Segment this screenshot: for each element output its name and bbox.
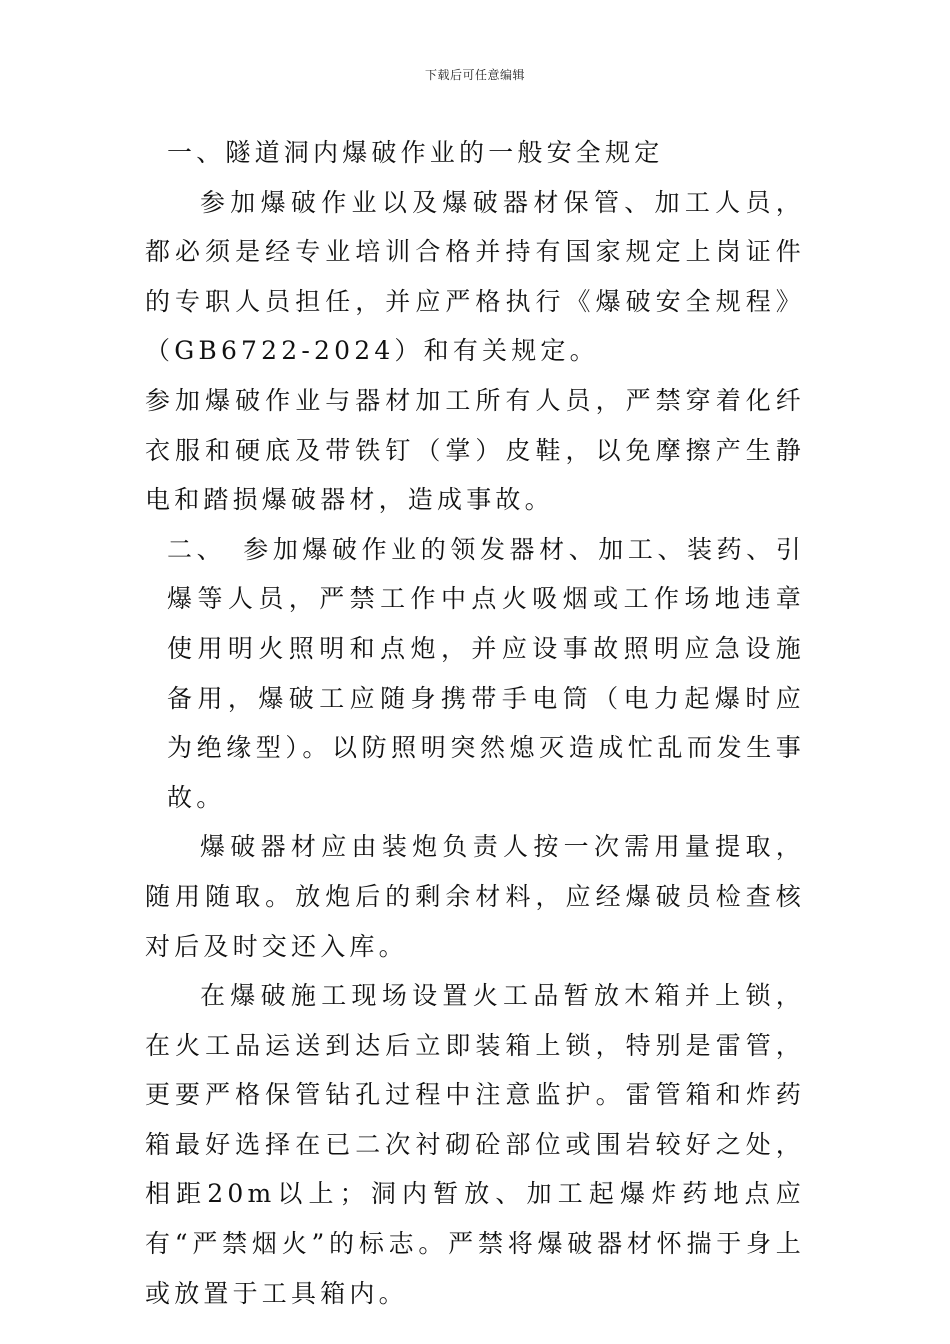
paragraph-clothing-rules: 参加爆破作业与器材加工所有人员，严禁穿着化纤衣服和硬底及带铁钉（掌）皮鞋，以免摩擦产生静电和踏损爆破器材，造成事故。 [145,385,805,515]
paragraph-personnel-qualification: 参加爆破作业以及爆破器材保管、加工人员，都必须是经专业培训合格并持有国家规定上岗证件的专职人员担任，并应严格执行《爆破安全规程》（GB6722-2024）和有关规定。 [145,187,805,366]
section-heading-1: 一、隧道洞内爆破作业的一般安全规定 [167,138,664,167]
document-body [145,128,805,1318]
page-header-note: 下载后可任意编辑 [424,68,525,82]
paragraph-material-retrieval: 爆破器材应由装炮负责人按一次需用量提取，随用随取。放炮后的剩余材料，应经爆破员检查核对后及时交还入库。 [145,832,805,961]
section-heading-2-paragraph: 二、 参加爆破作业的领发器材、加工、装药、引爆等人员，严禁工作中点火吸烟或工作场地违章使用明火照明和点炮，并应设事故照明应急设施备用，爆破工应随身携带手电筒（电力起爆时应为绝缘型）。以防照明突然熄灭造成忙乱而发生事故。 [167,534,805,812]
paragraph-storage-rules: 在爆破施工现场设置火工品暂放木箱并上锁，在火工品运送到达后立即装箱上锁，特别是雷管，更要严格保管钻孔过程中注意监护。雷管箱和炸药箱最好选择在已二次衬砌砼部位或围岩较好之处，相距20m以上；洞内暂放、加工起爆炸药地点应有“严禁烟火”的标志。严禁将爆破器材怀揣于身上或放置于工具箱内。 [145,981,805,1308]
